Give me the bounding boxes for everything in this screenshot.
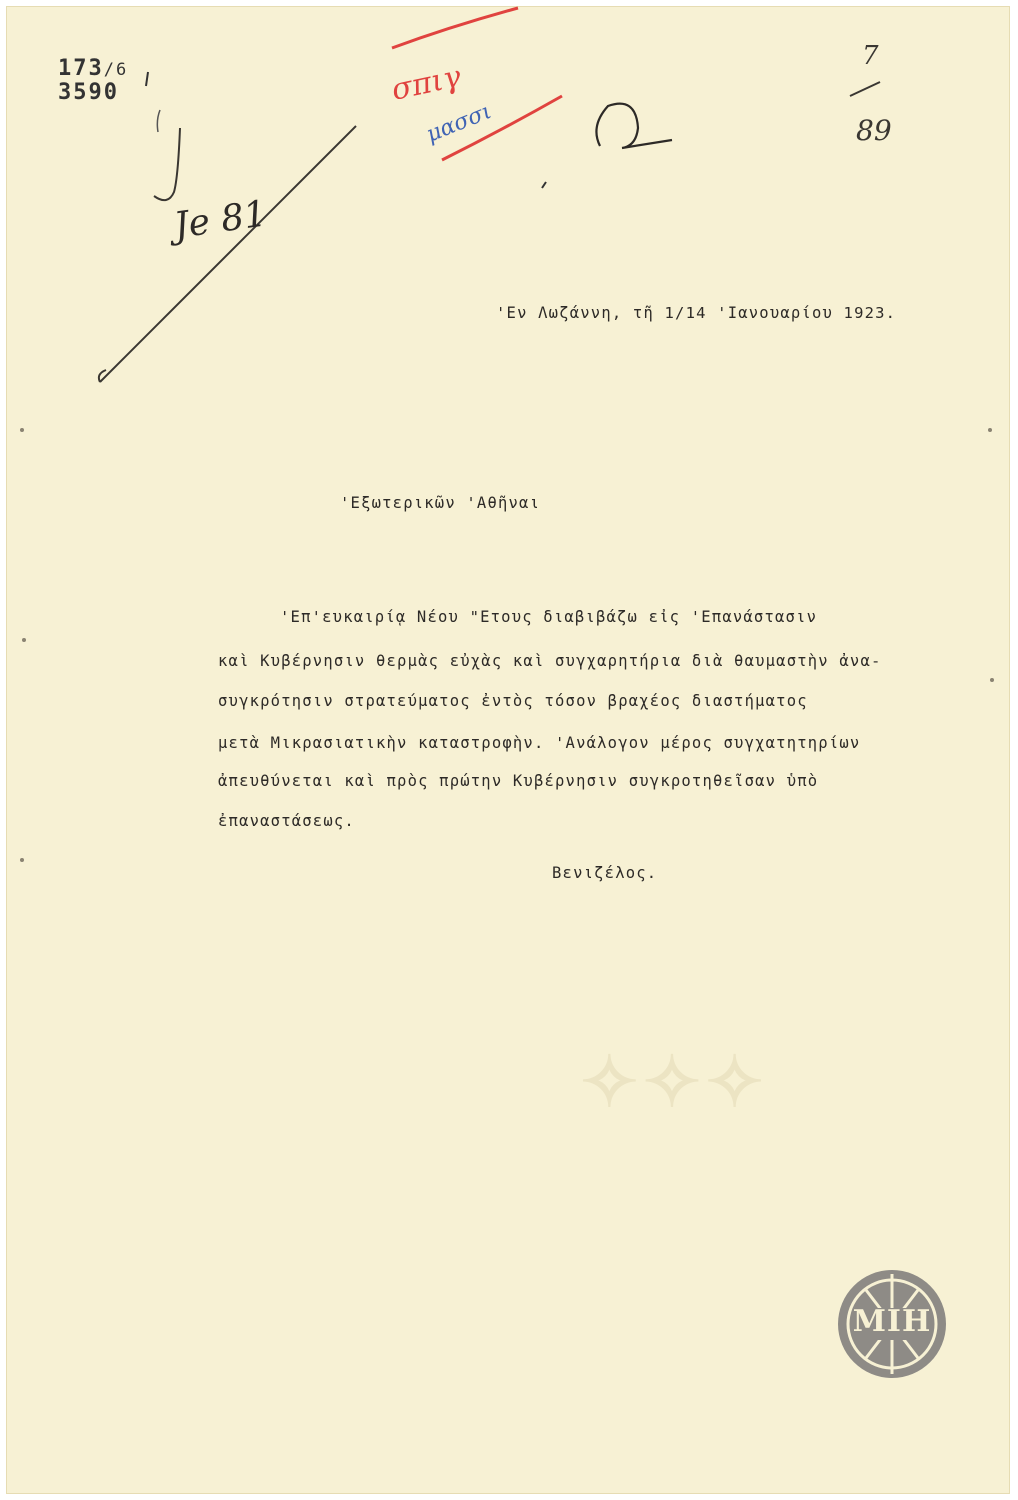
archive-number-bottom: 3590 xyxy=(58,80,119,105)
seal-text: ΜΙΗ xyxy=(852,1304,932,1339)
pencil-tick xyxy=(157,110,160,132)
body-line: μετὰ Μικρασιατικὴν καταστροφὴν. 'Ανάλογον μέρος συγχατητηρίων xyxy=(218,734,861,752)
archive-seal xyxy=(836,1268,948,1380)
body-line: καὶ Κυβέρνησιν θερμὰς εὐχὰς καὶ συγχαρητήρια διὰ θαυμαστὴν ἀνα- xyxy=(218,652,882,670)
punch-hole xyxy=(20,428,24,432)
red-pencil-stroke xyxy=(392,8,518,48)
red-note: σπιγ xyxy=(388,59,465,108)
folio-top: 7 xyxy=(862,41,879,71)
archive-number-top-text: 173 xyxy=(58,56,104,81)
signature: Βενιζέλος. xyxy=(552,864,658,882)
omega-mark xyxy=(596,104,672,148)
blue-note: μασσι xyxy=(422,98,496,148)
folio-rule xyxy=(850,82,880,96)
folio-bottom: 89 xyxy=(856,114,892,147)
punch-hole xyxy=(20,858,24,862)
pencil-tick xyxy=(146,72,148,86)
diagonal-pencil-line xyxy=(100,126,356,382)
handwritten-annotations xyxy=(0,0,1018,420)
body-line: ἐπαναστάσεως. xyxy=(218,812,355,830)
bleed-through-ghost: ✧✧✧ xyxy=(580,1040,768,1123)
punch-hole xyxy=(990,678,994,682)
body-line: ἀπευθύνεται καὶ πρὸς πρώτην Κυβέρνησιν συγκροτηθεῖσαν ὑπὸ xyxy=(218,772,819,790)
body-line: 'Επ'ευκαιρίᾳ Νέου "Ετους διαβιβάζω εἰς 'Επανάστασιν xyxy=(280,608,818,626)
archive-number-fraction: /6 xyxy=(103,60,129,80)
pencil-dot xyxy=(542,182,546,188)
place-date: 'Εν Λωζάννη, τῆ 1/14 'Ιανουαρίου 1923. xyxy=(496,304,897,322)
punch-hole xyxy=(988,428,992,432)
punch-hole xyxy=(22,638,26,642)
pencil-j-mark xyxy=(154,128,180,200)
body-line: συγκρότησιν στρατεύματος ἐντὸς τόσον βραχέος διαστήματος xyxy=(218,692,808,710)
margin-note: Je 81 xyxy=(171,193,270,247)
addressee: 'Εξωτερικῶν 'Αθῆναι xyxy=(340,494,541,512)
